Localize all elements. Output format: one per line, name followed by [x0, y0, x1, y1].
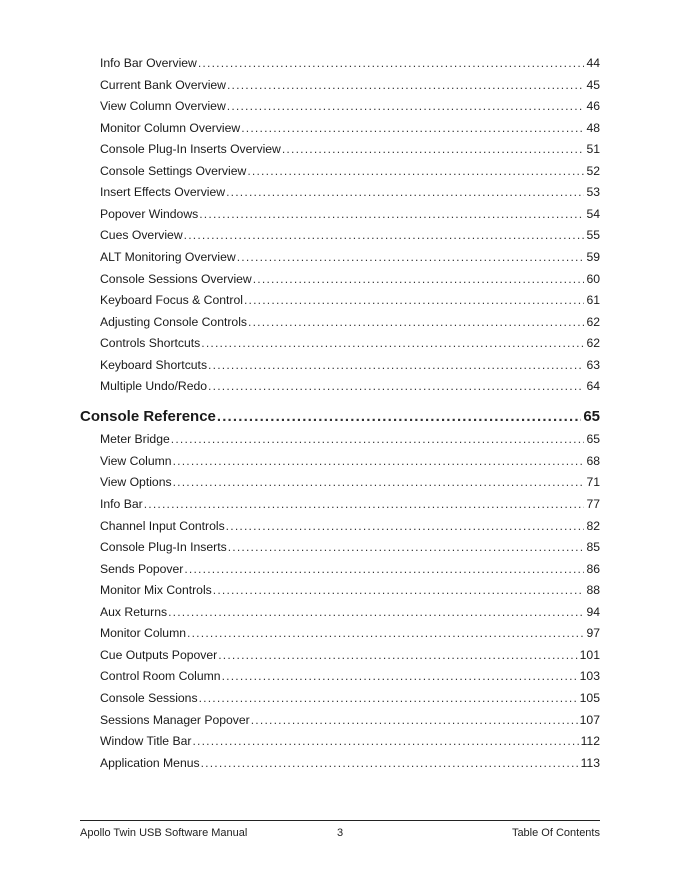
toc-entry-title: Info Bar — [100, 497, 143, 511]
toc-page-number: 112 — [580, 734, 600, 749]
toc-entry-title: Adjusting Console Controls — [100, 314, 248, 329]
toc-entry-title: Keyboard Shortcuts — [100, 357, 208, 372]
toc-page-number: 97 — [586, 626, 600, 641]
toc-entry-title: Cues Overview — [100, 228, 183, 243]
toc-entry[interactable] — [100, 78, 600, 92]
toc-page-number: 65 — [586, 432, 600, 447]
toc-entry[interactable] — [100, 142, 600, 156]
toc-dot-leader — [226, 185, 584, 199]
toc-page-number: 71 — [586, 475, 600, 490]
toc-entry[interactable] — [100, 379, 600, 393]
toc-entry-title: Cue Outputs Popover — [100, 647, 218, 662]
toc-dot-leader — [222, 669, 578, 683]
footer-manual-title: Apollo Twin USB Software Manual — [80, 827, 248, 839]
toc-page-number: 85 — [586, 540, 600, 555]
toc-entry[interactable] — [100, 756, 600, 770]
toc-page-number: 63 — [586, 357, 600, 372]
toc-entry[interactable] — [100, 121, 600, 135]
toc-entry[interactable] — [100, 272, 600, 286]
toc-entry-title: Console Plug-In Inserts Overview — [100, 142, 281, 157]
toc-entry-title: Insert Effects Overview — [100, 185, 226, 200]
toc-entry[interactable] — [100, 454, 600, 468]
toc-page-number: 60 — [586, 271, 600, 286]
toc-page-number: 62 — [586, 336, 600, 351]
toc-dot-leader — [168, 605, 584, 619]
toc-entry-title: Console Sessions Overview — [100, 271, 252, 286]
toc-page-number: 55 — [586, 228, 600, 243]
toc-dot-leader — [144, 497, 585, 511]
toc-dot-leader — [198, 56, 585, 70]
toc-entry-title: Console Sessions — [100, 690, 198, 705]
toc-dot-leader — [184, 562, 584, 576]
toc-entry-title: Popover Windows — [100, 206, 199, 221]
toc-entry-title: Current Bank Overview — [100, 77, 226, 92]
toc-dot-leader — [253, 272, 585, 286]
toc-dot-leader — [199, 691, 578, 705]
toc-entry-title: View Column Overview — [100, 99, 226, 114]
toc-page-number: 65 — [583, 407, 600, 425]
toc-page-number: 61 — [586, 293, 600, 308]
toc-entry-title: Keyboard Focus & Control — [100, 293, 243, 308]
toc-entry-title: Console Reference — [80, 407, 216, 425]
toc-dot-leader — [226, 519, 585, 533]
toc-dot-leader — [199, 207, 584, 221]
toc-entry[interactable] — [100, 497, 600, 511]
toc-entry[interactable] — [100, 250, 600, 264]
toc-dot-leader — [201, 756, 579, 770]
toc-page-number: 68 — [586, 453, 600, 468]
toc-page-number: 51 — [586, 142, 600, 157]
footer-page-number: 3 — [336, 827, 344, 839]
toc-page-number: 105 — [579, 690, 600, 705]
toc-entry-title: Controls Shortcuts — [100, 336, 201, 351]
toc-dot-leader — [208, 379, 584, 393]
toc-entry[interactable] — [100, 669, 600, 683]
footer-divider — [80, 820, 600, 821]
toc-entry-title: Multiple Undo/Redo — [100, 379, 208, 394]
toc-entry-title: Channel Input Controls — [100, 518, 225, 533]
toc-page-number: 86 — [586, 561, 600, 576]
toc-entry-title: Monitor Column Overview — [100, 120, 241, 135]
toc-page-number: 48 — [586, 120, 600, 135]
toc-entry-title: Sends Popover — [100, 561, 184, 576]
toc-entry[interactable] — [100, 185, 600, 199]
toc-entry[interactable] — [100, 583, 600, 597]
toc-entry-title: Console Plug-In Inserts — [100, 540, 227, 555]
toc-entry-title: Info Bar Overview — [100, 56, 197, 70]
toc-dot-leader — [192, 734, 578, 748]
toc-page-number: 44 — [586, 56, 600, 70]
toc-entry-title: Application Menus — [100, 755, 200, 770]
toc-entry-title: Sessions Manager Popover — [100, 712, 250, 727]
toc-entry[interactable] — [100, 207, 600, 221]
toc-dot-leader — [251, 713, 578, 727]
toc-page-number: 46 — [586, 99, 600, 114]
toc-dot-leader — [173, 475, 585, 489]
toc-dot-leader — [217, 408, 581, 425]
toc-entry[interactable] — [100, 713, 600, 727]
toc-dot-leader — [184, 228, 585, 242]
toc-entry[interactable] — [100, 648, 600, 662]
toc-page-number: 64 — [586, 379, 600, 394]
toc-page-number: 77 — [586, 497, 600, 511]
page-footer — [80, 827, 600, 843]
toc-page-number: 54 — [586, 206, 600, 221]
toc-page-number: 82 — [586, 518, 600, 533]
toc-entry[interactable] — [100, 99, 600, 113]
toc-dot-leader — [248, 315, 584, 329]
toc-entry-title: Meter Bridge — [100, 432, 170, 447]
toc-dot-leader — [228, 540, 585, 554]
toc-entry-title: Control Room Column — [100, 669, 221, 684]
toc-entry[interactable] — [100, 540, 600, 554]
toc-dot-leader — [227, 99, 585, 113]
toc-entry[interactable] — [100, 626, 600, 640]
toc-entry[interactable] — [100, 691, 600, 705]
toc-dot-leader — [208, 358, 584, 372]
toc-entry[interactable] — [100, 519, 600, 533]
toc-dot-leader — [173, 454, 585, 468]
toc-entry-title: Window Title Bar — [100, 734, 192, 749]
toc-page-number: 113 — [580, 755, 600, 770]
toc-page-number: 59 — [586, 249, 600, 264]
toc-entry[interactable] — [100, 315, 600, 329]
toc-dot-leader — [187, 626, 584, 640]
toc-page-number: 62 — [586, 314, 600, 329]
toc-dot-leader — [218, 648, 577, 662]
toc-entry[interactable] — [100, 475, 600, 489]
toc-dot-leader — [241, 121, 584, 135]
toc-entry-title: View Column — [100, 453, 172, 468]
toc-entry-title: Console Settings Overview — [100, 163, 247, 178]
toc-entry-title: Monitor Mix Controls — [100, 583, 212, 598]
toc-page-number: 103 — [579, 669, 600, 684]
toc-entry[interactable] — [100, 605, 600, 619]
toc-page-number: 45 — [586, 77, 600, 92]
toc-dot-leader — [237, 250, 585, 264]
toc-entry-title: ALT Monitoring Overview — [100, 249, 236, 264]
toc-entry-title: Monitor Column — [100, 626, 187, 641]
toc-entry[interactable] — [100, 228, 600, 242]
toc-entry[interactable] — [100, 432, 600, 446]
toc-dot-leader — [247, 164, 584, 178]
toc-dot-leader — [213, 583, 585, 597]
toc-dot-leader — [282, 142, 585, 156]
toc-dot-leader — [171, 432, 585, 446]
toc-entry[interactable] — [100, 336, 600, 350]
toc-page-number: 94 — [586, 604, 600, 619]
toc-page-number: 107 — [579, 712, 600, 727]
toc-entry[interactable] — [100, 293, 600, 307]
toc-entry[interactable] — [100, 562, 600, 576]
toc-entry-title: Aux Returns — [100, 604, 168, 619]
toc-dot-leader — [227, 78, 584, 92]
toc-entry[interactable] — [100, 164, 600, 178]
toc-page-number: 52 — [586, 163, 600, 178]
toc-entry[interactable] — [100, 56, 600, 70]
toc-page-number: 53 — [586, 185, 600, 200]
toc-section-heading[interactable] — [80, 408, 600, 425]
toc-entry-title: View Options — [100, 475, 172, 490]
toc-dot-leader — [244, 293, 585, 307]
toc-entry[interactable] — [100, 358, 600, 372]
footer-section-name: Table Of Contents — [511, 827, 600, 839]
toc-entry[interactable] — [100, 734, 600, 748]
toc-page-number: 101 — [579, 647, 600, 662]
toc-page-number: 88 — [586, 583, 600, 598]
toc-dot-leader — [201, 336, 584, 350]
